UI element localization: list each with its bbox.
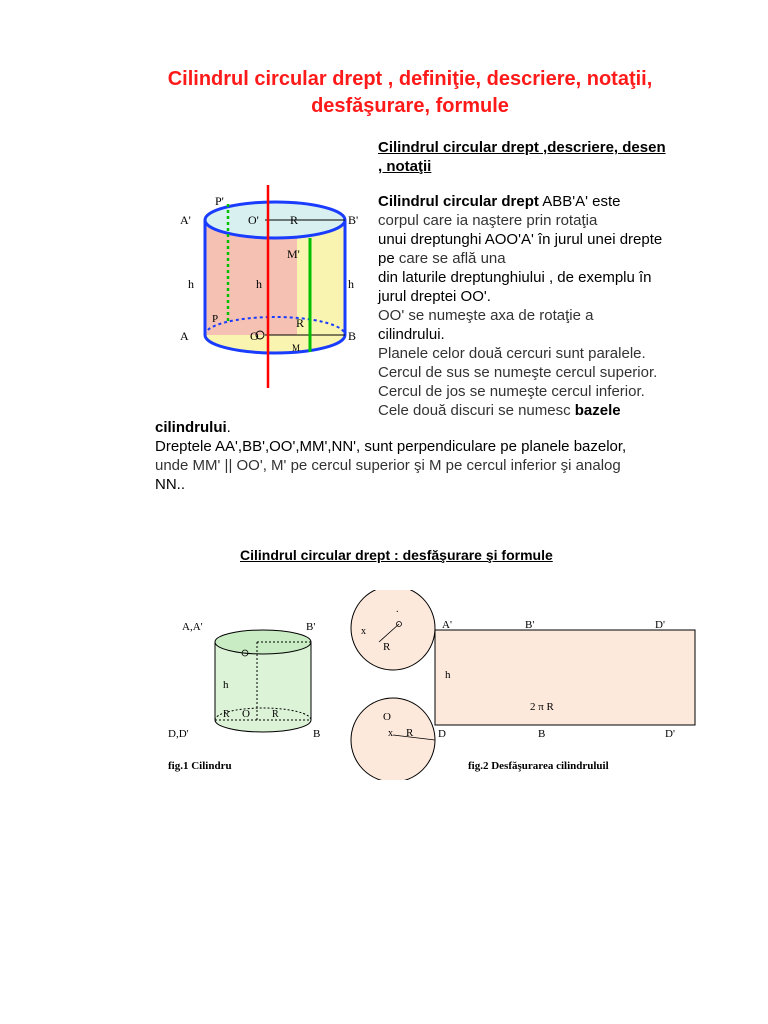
label-a: A — [180, 329, 189, 343]
body-text-right: Cilindrul circular drept ABB'A' este corpul care ia naştere prin rotaţia unui dreptunghi AOO'A' în jurul unei drepte pe care se află una din laturile dreptunghiului , de exemplu în jurul dreptei OO'. OO' se numeşte axa de rotaţie a cilindrului. Planele celor două cercuri sunt paralele. Cercul de sus se numeşte cercul superior. Cercul de jos se numeşte cercul inferior. Cele două discuri se numesc bazele — [378, 193, 663, 419]
body-text-bottom: cilindrului. Dreptele AA',BB',OO',MM',NN', sunt perpendiculare pe planele bazelor, unde MM' || OO', M' pe cercul superior şi M pe cercul inferior şi analog NN.. — [155, 419, 627, 493]
fig1-label-h: h — [223, 679, 229, 691]
label-m: M — [292, 343, 301, 353]
label-r-bottom: R — [296, 316, 305, 330]
title-line-1: Cilindrul circular drept , definiţie, descriere, notaţii, — [167, 68, 653, 90]
fig1-label-aa: A,A' — [182, 621, 203, 633]
label-m-prime: M' — [287, 247, 300, 261]
caption-fig2: fig.2 Desfăşurarea cilindruluil — [468, 760, 609, 772]
development-diagram — [160, 590, 720, 780]
circle-top-r: R — [383, 641, 391, 653]
section2-heading: Cilindrul circular drept : desfăşurare şi formule — [240, 547, 553, 563]
label-h-right: h — [348, 277, 354, 291]
fig1-label-r2: R — [272, 709, 279, 720]
rect-label-d-prime-top: D' — [655, 619, 665, 631]
label-b-prime: B' — [348, 213, 359, 227]
fig1-label-o: O — [242, 708, 250, 720]
caption-fig1: fig.1 Cilindru — [168, 760, 232, 772]
label-h-center: h — [256, 277, 262, 291]
circle-bottom-o: O — [383, 711, 391, 723]
fig1-label-r: R — [223, 709, 230, 720]
svg-text:.: . — [396, 604, 399, 615]
rect-label-h: h — [445, 669, 451, 681]
cylinder-diagram — [170, 180, 370, 395]
circle-bottom-x: x — [388, 728, 393, 739]
label-o: O — [250, 329, 259, 343]
label-r-top: R — [290, 213, 299, 227]
rect-label-b: B — [538, 728, 546, 740]
label-h-left: h — [188, 277, 194, 291]
section1-heading: Cilindrul circular drept ,descriere, desen , notaţii — [378, 139, 666, 175]
rect-label-b-prime: B' — [525, 619, 535, 631]
page-title — [110, 66, 710, 120]
fig1-label-b-prime: B' — [306, 621, 316, 633]
rect-label-2pir: 2 π R — [530, 701, 554, 713]
circle-top-x: x — [361, 626, 366, 637]
label-a-prime: A' — [180, 213, 191, 227]
circle-bottom-r: R — [406, 727, 414, 739]
fig1-label-dd: D,D' — [168, 728, 189, 740]
label-p-prime: P' — [215, 194, 224, 208]
rect-label-a-prime: A' — [442, 619, 452, 631]
title-line-2: desfăşurare, formule — [311, 95, 509, 117]
label-p: P — [212, 313, 219, 325]
label-b: B — [348, 329, 357, 343]
rect-label-d: D — [438, 728, 446, 740]
fig1-label-b: B — [313, 728, 321, 740]
rect-label-d-prime-bottom: D' — [665, 728, 675, 740]
label-o-prime: O' — [248, 213, 259, 227]
